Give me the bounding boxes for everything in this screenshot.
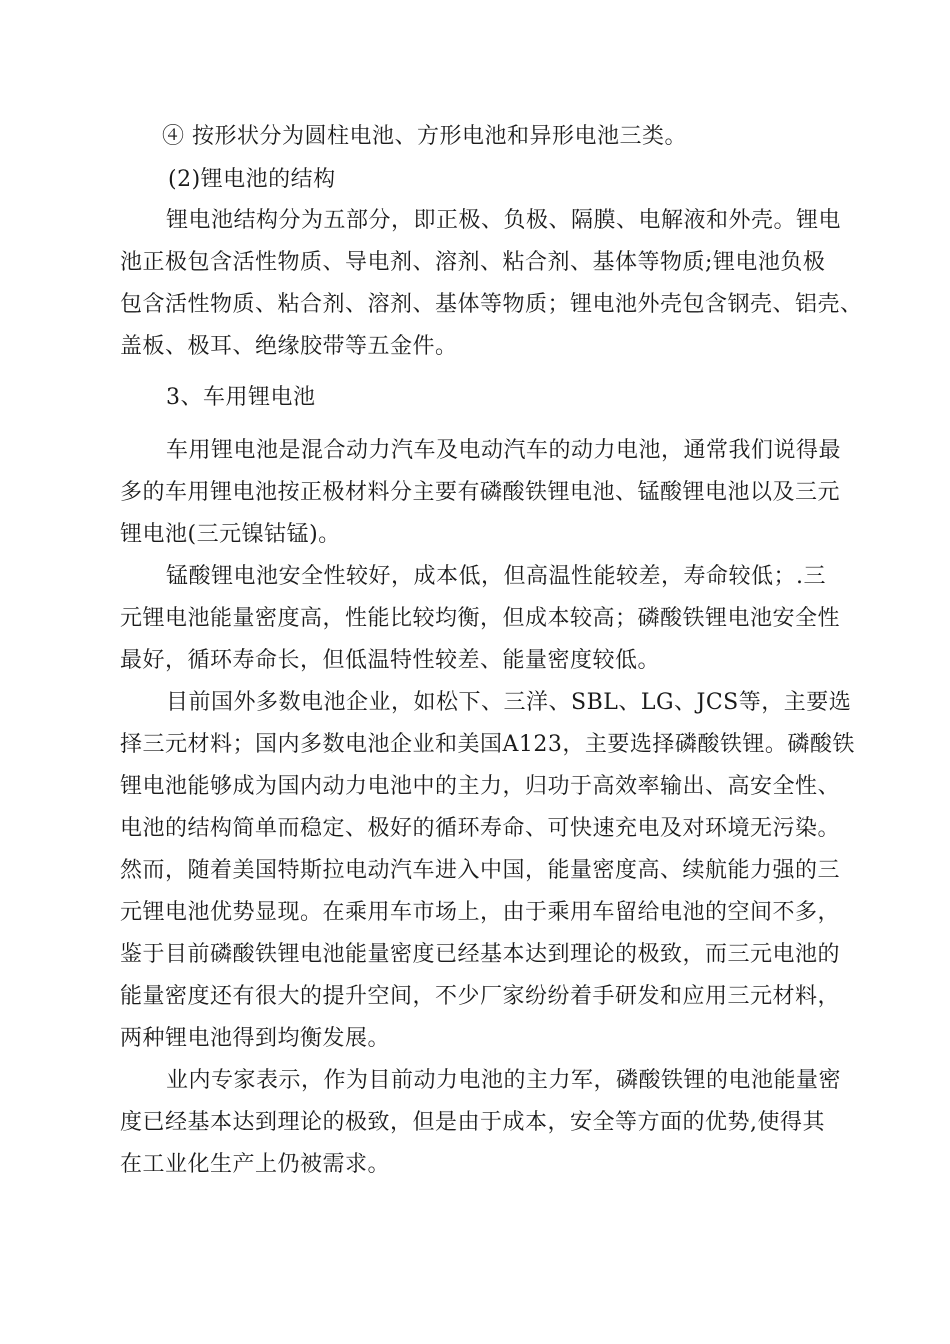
paragraph-line: 车用锂电池是混合动力汽车及电动汽车的动力电池，通常我们说得最 (166, 438, 842, 463)
paragraph-line: 目前国外多数电池企业，如松下、三洋、SBL、LG、JCS等，主要选 (166, 690, 852, 715)
paragraph-line: 元锂电池优势显现。在乘用车市场上，由于乘用车留给电池的空间不多， (120, 900, 841, 925)
paragraph-line: 池正极包含活性物质、导电剂、溶剂、粘合剂、基体等物质;锂电池负极 (120, 250, 826, 275)
paragraph-line: 然而，随着美国特斯拉电动汽车进入中国，能量密度高、续航能力强的三 (120, 858, 841, 883)
paragraph-line: 元锂电池能量密度高，性能比较均衡，但成本较高；磷酸铁锂电池安全性 (120, 606, 841, 631)
paragraph-line: 能量密度还有很大的提升空间，不少厂家纷纷着手研发和应用三元材料， (120, 984, 841, 1009)
paragraph-line: 鉴于目前磷酸铁锂电池能量密度已经基本达到理论的极致，而三元电池的 (120, 942, 841, 967)
paragraph-line: 盖板、极耳、绝缘胶带等五金件。 (120, 334, 458, 359)
paragraph-line: 多的车用锂电池按正极材料分主要有磷酸铁锂电池、锰酸锂电池以及三元 (120, 480, 841, 505)
paragraph-line: 锂电池能够成为国内动力电池中的主力，归功于高效率输出、高安全性、 (120, 774, 841, 799)
paragraph-line: 在工业化生产上仍被需求。 (120, 1152, 391, 1177)
paragraph-line: 最好，循环寿命长，但低温特性较差、能量密度较低。 (120, 648, 661, 673)
section-heading-battery-structure: (2)锂电池的结构 (168, 167, 336, 192)
paragraph-line: 锰酸锂电池安全性较好，成本低，但高温性能较差，寿命较低；.三 (166, 564, 826, 589)
paragraph-line: 锂电池结构分为五部分，即正极、负极、隔膜、电解液和外壳。锂电 (166, 208, 842, 233)
paragraph-line: 锂电池(三元镍钴锰)。 (120, 522, 341, 547)
section-heading-vehicle-battery: 3、车用锂电池 (166, 385, 316, 410)
paragraph-line: 择三元材料；国内多数电池企业和美国A123，主要选择磷酸铁锂。磷酸铁 (120, 732, 855, 757)
paragraph-line: 包含活性物质、粘合剂、溶剂、基体等物质；锂电池外壳包含钢壳、铝壳、 (120, 292, 863, 317)
paragraph-line: 业内专家表示，作为目前动力电池的主力军，磷酸铁锂的电池能量密 (166, 1068, 842, 1093)
list-item-shape-classification: ④ 按形状分为圆柱电池、方形电池和异形电池三类。 (162, 124, 687, 149)
paragraph-line: 电池的结构简单而稳定、极好的循环寿命、可快速充电及对环境无污染。 (120, 816, 841, 841)
paragraph-line: 两种锂电池得到均衡发展。 (120, 1026, 391, 1051)
paragraph-line: 度已经基本达到理论的极致，但是由于成本，安全等方面的优势,使得其 (120, 1110, 825, 1135)
